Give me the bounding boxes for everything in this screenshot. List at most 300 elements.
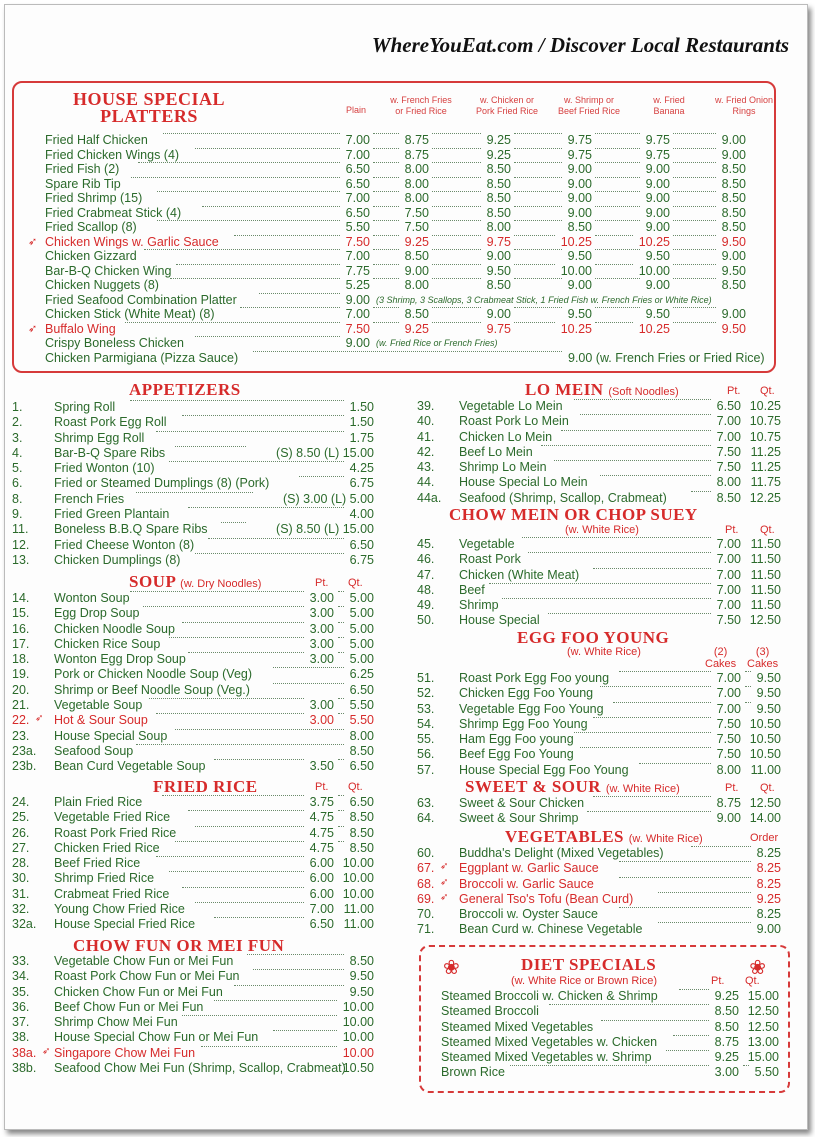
dot-leader	[130, 400, 345, 401]
dot-leader	[595, 249, 640, 250]
item-number: 8.	[12, 491, 23, 506]
dot-leader	[195, 148, 340, 149]
dot-leader	[156, 431, 345, 432]
pint-price: 4.75	[309, 840, 334, 855]
dot-leader	[691, 846, 752, 847]
item-number: 36.	[12, 999, 30, 1014]
platter-price: 9.75	[645, 133, 670, 147]
quart-price: 10.75	[749, 429, 781, 444]
menu-item	[12, 667, 374, 682]
platter-price: 7.50	[404, 205, 429, 220]
item-name: Chicken Egg Foo Young	[459, 686, 594, 701]
menu-item	[12, 917, 374, 932]
sweet-sour-pt-header: Pt.	[725, 782, 739, 794]
quart-price: 13.00	[747, 1034, 779, 1049]
sweet-sour-list	[417, 796, 781, 827]
item-price: 8.25	[756, 861, 781, 876]
platter-name: Buffalo Wing	[45, 321, 116, 336]
item-name: Chicken Chow Fun or Mei Fun	[54, 984, 223, 999]
dot-leader	[522, 537, 712, 538]
pint-price: 6.50	[309, 917, 334, 932]
pint-price: 7.50	[716, 732, 741, 747]
item-number: 15.	[12, 606, 30, 621]
dot-leader	[273, 1030, 338, 1031]
platter-price: 8.00	[404, 278, 429, 292]
item-number: 37.	[12, 1015, 30, 1030]
item-name: Roast Pork Chow Fun or Mei Fun	[54, 969, 240, 984]
quart-price: 11.75	[750, 475, 781, 490]
platter-price: 9.25	[404, 321, 429, 336]
dot-leader	[214, 759, 304, 760]
platter-price: 8.50	[486, 278, 511, 292]
hot-spicy-icon: ➶	[28, 322, 38, 335]
item-name: Vegetable	[459, 537, 515, 551]
platter-price: 9.00	[721, 147, 746, 162]
dot-leader	[156, 713, 305, 714]
soup-qt-header: Qt.	[348, 577, 363, 589]
egg-foo-three-cakes-header: (3) Cakes	[747, 646, 779, 670]
platter-column-header: Plain	[345, 105, 366, 115]
quart-price: 10.75	[749, 414, 781, 429]
dot-leader	[595, 264, 633, 265]
platter-price: 9.00	[721, 133, 746, 147]
platter-row	[42, 336, 772, 351]
pint-price: 7.00	[716, 552, 741, 567]
item-name: Steamed Broccoli	[441, 1004, 539, 1019]
dot-leader	[338, 652, 344, 653]
platter-row	[42, 249, 772, 264]
platter-row	[42, 293, 772, 308]
item-name: French Fries	[54, 491, 125, 506]
item-name: Crabmeat Fried Rice	[54, 886, 170, 901]
item-price: 10.00	[342, 1030, 374, 1045]
item-number: 64.	[417, 811, 435, 826]
quart-price: 10.50	[749, 732, 781, 747]
menu-item	[417, 414, 781, 429]
menu-item	[417, 747, 781, 762]
chili-pepper-icon: ❀	[443, 957, 460, 979]
appetizers-list	[12, 400, 374, 568]
pint-price: 3.00	[309, 713, 334, 728]
item-price: 1.50	[349, 400, 374, 414]
platter-name: Chicken Nuggets (8)	[45, 278, 159, 292]
platter-price: 6.50	[345, 176, 370, 191]
platter-price: 9.00	[645, 220, 670, 234]
menu-item	[12, 522, 374, 537]
dot-leader	[176, 264, 340, 265]
item-name: Brown Rice	[441, 1065, 505, 1080]
diet-specials-title: DIET SPECIALS	[521, 955, 657, 974]
dot-leader	[163, 133, 340, 134]
menu-item	[12, 856, 374, 871]
platter-price: 8.50	[721, 162, 746, 176]
item-name: Steamed Broccoli w. Chicken & Shrimp	[441, 989, 658, 1003]
dot-leader	[673, 249, 716, 250]
platter-price: 9.00	[486, 307, 511, 321]
item-name: Steamed Mixed Vegetables w. Chicken	[441, 1034, 658, 1049]
dot-leader	[130, 591, 305, 592]
dot-leader	[595, 307, 640, 308]
item-price: 9.50	[349, 984, 374, 999]
dot-leader	[514, 148, 562, 149]
item-number: 38.	[12, 1030, 30, 1045]
sweet-sour-qt-header: Qt.	[760, 782, 775, 794]
platter-price: 8.50	[721, 220, 746, 234]
dot-leader	[514, 235, 555, 236]
lo-mein-qt-header: Qt.	[760, 385, 775, 397]
item-number: 51.	[417, 671, 435, 685]
dot-leader	[673, 177, 716, 178]
menu-item	[417, 491, 781, 506]
dot-leader	[528, 552, 711, 553]
item-number: 40.	[417, 414, 435, 429]
dot-leader	[432, 264, 481, 265]
dot-leader	[432, 191, 481, 192]
egg-foo-young-title: EGG FOO YOUNG	[517, 628, 670, 647]
menu-item	[12, 683, 374, 698]
dot-leader	[673, 264, 716, 265]
item-price: 9.50	[349, 969, 374, 984]
item-number: 67.	[417, 861, 435, 876]
quart-price: 11.50	[750, 598, 781, 613]
dot-leader	[489, 583, 711, 584]
item-name: Vegetable Lo Mein	[459, 399, 563, 413]
item-name: Singapore Chow Mei Fun	[54, 1045, 196, 1060]
chow-mein-sub: (w. White Rice)	[565, 524, 639, 536]
pint-price: 6.50	[716, 399, 741, 413]
dot-leader	[234, 235, 340, 236]
platter-price: 9.00	[486, 249, 511, 263]
platter-row	[42, 133, 772, 148]
dot-leader	[157, 220, 340, 221]
diet-specials-box	[419, 945, 790, 1093]
platter-row	[42, 191, 772, 206]
item-number: 50.	[417, 613, 435, 628]
item-name: House Special Soup	[54, 728, 168, 743]
item-number: 47.	[417, 567, 435, 582]
dot-leader	[514, 162, 562, 163]
dot-leader	[548, 613, 712, 614]
platter-price: 8.50	[486, 176, 511, 191]
platter-price: 5.50	[345, 220, 370, 234]
item-name: Hot & Sour Soup	[54, 713, 148, 728]
item-name: Vegetable Fried Rice	[54, 810, 171, 825]
dot-leader	[601, 1020, 709, 1021]
dot-leader	[619, 671, 711, 672]
quart-price: 8.50	[349, 840, 374, 855]
item-price: (S) 3.00 (L) 5.00	[282, 491, 374, 506]
menu-item	[417, 892, 781, 907]
item-name: Ham Egg Foo young	[459, 732, 574, 747]
lo-mein-title: LO MEIN (Soft Noodles)	[525, 380, 679, 399]
item-name: Bean Curd Vegetable Soup	[54, 759, 206, 774]
item-number: 53.	[417, 701, 435, 716]
item-name: Sweet & Sour Shrimp	[459, 811, 579, 826]
platter-price: 8.50	[721, 205, 746, 220]
dot-leader	[541, 445, 711, 446]
menu-item	[12, 431, 374, 446]
pint-price: 6.00	[309, 871, 334, 886]
item-number: 11.	[12, 522, 29, 537]
item-number: 24.	[12, 795, 30, 809]
menu-item	[12, 652, 374, 667]
menu-item	[12, 492, 374, 507]
platter-row	[28, 321, 772, 337]
dot-leader	[432, 322, 481, 323]
item-price: 8.25	[756, 846, 781, 860]
dot-leader	[514, 307, 562, 308]
item-name: Young Chow Fried Rice	[54, 902, 185, 917]
quart-price: 11.25	[750, 444, 781, 459]
quart-price: 12.25	[749, 490, 781, 505]
item-price: 8.50	[349, 954, 374, 968]
item-price: 4.00	[349, 507, 374, 522]
item-name: Steamed Mixed Vegetables w. Shrimp	[441, 1050, 652, 1065]
item-name: Broccoli w. Garlic Sauce	[459, 876, 594, 891]
item-name: Fried Wonton (10)	[54, 461, 155, 476]
pint-price: 8.50	[714, 1019, 739, 1034]
dot-leader	[195, 553, 345, 554]
fried-rice-title: FRIED RICE	[153, 777, 258, 796]
dot-leader	[373, 206, 399, 207]
item-number: 38b.	[12, 1061, 37, 1076]
platter-price: 7.00	[345, 307, 370, 321]
quart-price: 10.50	[749, 716, 781, 731]
platter-price: 9.00	[567, 205, 592, 220]
dot-leader	[338, 810, 344, 811]
platter-price: 8.00	[486, 220, 511, 234]
dot-leader	[432, 249, 481, 250]
dot-leader	[149, 698, 304, 699]
platter-price: 10.25	[638, 321, 670, 336]
quart-price: 10.25	[749, 399, 781, 413]
dot-leader	[432, 206, 481, 207]
diet-qt-header: Qt.	[745, 975, 760, 987]
dot-leader	[514, 322, 555, 323]
platter-price: 8.00	[404, 191, 429, 205]
dot-leader	[373, 249, 399, 250]
sweet-sour-title: SWEET & SOUR (w. White Rice)	[465, 777, 680, 796]
dot-leader	[514, 177, 562, 178]
dot-leader	[373, 148, 399, 149]
quart-price: 12.50	[749, 613, 781, 628]
menu-item	[417, 922, 781, 937]
dot-leader	[574, 399, 712, 400]
pint-price: 9.00	[716, 811, 741, 826]
item-name: Plain Fried Rice	[54, 795, 143, 809]
item-name: House Special	[459, 613, 540, 628]
menu-item	[12, 400, 374, 415]
dot-leader	[338, 826, 344, 827]
item-price: (S) 8.50 (L) 15.00	[276, 445, 374, 460]
hot-spicy-icon: ➶	[440, 861, 449, 873]
egg-foo-young-list	[417, 671, 781, 778]
item-name: Chicken Dumplings (8)	[54, 552, 181, 567]
menu-item	[12, 759, 374, 774]
item-number: 28.	[12, 856, 30, 871]
item-number: 70.	[417, 907, 435, 922]
pint-price: 7.00	[716, 537, 741, 551]
fried-rice-pt-header: Pt.	[315, 781, 329, 793]
dot-leader	[175, 841, 304, 842]
dot-leader	[673, 133, 716, 134]
item-name: Shrimp Egg Foo Young	[459, 716, 588, 731]
item-number: 48.	[417, 582, 435, 597]
item-name: Chicken Noodle Soup	[54, 621, 175, 636]
item-price: 9.25	[756, 891, 781, 906]
dot-leader	[593, 796, 711, 797]
item-name: Beef Lo Mein	[459, 444, 533, 459]
platter-price: 9.75	[567, 147, 592, 162]
platter-row	[42, 148, 772, 163]
platter-price: 9.00	[345, 292, 370, 307]
platter-row	[42, 264, 772, 279]
pint-price: 9.25	[714, 1050, 739, 1065]
pint-price: 8.75	[716, 796, 741, 810]
quart-price: 5.00	[349, 606, 374, 621]
dot-leader	[373, 220, 399, 221]
pint-price: 7.00	[309, 902, 334, 917]
dot-leader	[673, 148, 716, 149]
pint-price: 7.00	[716, 414, 741, 429]
platter-price: 10.00	[560, 263, 592, 278]
dot-leader	[666, 1050, 709, 1051]
menu-item	[417, 583, 781, 598]
dot-leader	[743, 1065, 749, 1066]
item-number: 68.	[417, 876, 435, 891]
pint-price: 7.00	[716, 598, 741, 613]
pint-price: 9.25	[714, 989, 739, 1003]
dot-leader	[595, 191, 640, 192]
platter-price: 9.50	[721, 234, 746, 249]
dot-leader	[188, 652, 304, 653]
dot-leader	[373, 191, 399, 192]
hot-spicy-icon: ➶	[440, 891, 449, 903]
dot-leader	[162, 795, 304, 796]
platter-price: 7.00	[345, 133, 370, 147]
item-name: Fried or Steamed Dumplings (8) (Pork)	[54, 476, 270, 491]
hot-spicy-icon: ➶	[35, 713, 44, 725]
menu-item	[417, 475, 781, 490]
dot-leader	[595, 148, 640, 149]
platter-price: 10.25	[560, 321, 592, 336]
dot-leader	[373, 307, 399, 308]
menu-item	[12, 954, 374, 969]
site-banner: WhereYouEat.com / Discover Local Restaurants	[371, 33, 789, 57]
platter-column-header: w. Chicken or Pork Fried Rice	[475, 95, 538, 116]
item-number: 4.	[12, 445, 23, 460]
dot-leader	[514, 133, 562, 134]
platter-price: 8.50	[567, 220, 592, 234]
quart-price: 11.00	[750, 762, 781, 777]
item-name: Fried Cheese Wonton (8)	[54, 537, 195, 552]
dot-leader	[673, 191, 716, 192]
chow-mein-title: CHOW MEIN OR CHOP SUEY	[449, 505, 698, 524]
dot-leader	[299, 476, 345, 477]
item-name: Shrimp Chow Mei Fun	[54, 1015, 178, 1030]
chow-mein-pt-header: Pt.	[725, 524, 739, 536]
item-number: 55.	[417, 732, 435, 747]
menu-item	[12, 902, 374, 917]
item-number: 30.	[12, 871, 30, 886]
item-number: 23.	[12, 728, 30, 743]
menu-item	[417, 613, 781, 628]
menu-item	[12, 1000, 374, 1015]
menu-item	[417, 430, 781, 445]
item-name: House Special Chow Fun or Mei Fun	[54, 1030, 259, 1045]
item-number: 42.	[417, 444, 435, 459]
item-name: Roast Pork Lo Mein	[459, 414, 569, 429]
item-number: 27.	[12, 840, 30, 855]
item-name: Beef	[459, 582, 485, 597]
item-price: 9.00	[756, 922, 781, 937]
menu-item	[12, 810, 374, 825]
quart-price: 8.50	[349, 743, 374, 758]
chow-mein-list	[417, 537, 781, 629]
platter-price: 10.25	[638, 234, 670, 249]
menu-item	[12, 637, 374, 652]
item-number: 1.	[12, 400, 23, 414]
pint-price: 6.00	[309, 856, 334, 871]
dot-leader	[273, 667, 345, 668]
item-name: Seafood Chow Mei Fun (Shrimp, Scallop, Crabmeat)	[54, 1061, 346, 1076]
item-name: House Special Egg Foo Young	[459, 762, 629, 777]
quart-price: 10.00	[342, 871, 374, 886]
item-number: 63.	[417, 796, 435, 810]
platter-row	[42, 278, 772, 293]
dot-leader	[373, 278, 399, 279]
menu-item	[417, 732, 781, 747]
platter-price: 9.00 (w. French Fries or Fried Rice)	[568, 350, 765, 365]
pint-price: 3.00	[309, 636, 334, 651]
dot-leader	[188, 507, 344, 508]
item-name: Shrimp Egg Roll	[54, 430, 145, 445]
pint-price: 7.50	[716, 444, 741, 459]
dot-leader	[432, 148, 481, 149]
dot-leader	[673, 206, 716, 207]
menu-item	[12, 729, 374, 744]
dot-leader	[259, 293, 340, 294]
pint-price: 3.00	[714, 1065, 739, 1080]
item-name: Steamed Mixed Vegetables	[441, 1019, 594, 1034]
quart-price: 9.50	[756, 671, 781, 685]
menu-item	[12, 744, 374, 759]
item-number: 41.	[417, 429, 435, 444]
platter-note: (3 Shrimp, 3 Scallops, 3 Crabmeat Stick, 1 Fried Fish w. French Fries or White Rice)	[376, 294, 712, 305]
quart-price: 11.00	[343, 917, 374, 932]
dot-leader	[195, 336, 340, 337]
menu-item	[12, 622, 374, 637]
diet-specials-sub: (w. White Rice or Brown Rice)	[511, 975, 658, 987]
dot-leader	[595, 235, 633, 236]
dot-leader	[175, 729, 344, 730]
platter-price: 9.00	[567, 191, 592, 205]
dot-leader	[514, 206, 562, 207]
item-name: Beef Fried Rice	[54, 856, 141, 871]
platter-price: 9.50	[721, 321, 746, 336]
pint-price: 4.75	[309, 810, 334, 825]
dot-leader	[136, 744, 344, 745]
item-number: 32.	[12, 902, 30, 917]
quart-price: 5.00	[349, 652, 374, 667]
item-number: 23a.	[12, 743, 37, 758]
platter-price: 9.50	[567, 249, 592, 263]
fried-rice-qt-header: Qt.	[348, 781, 363, 793]
dot-leader	[514, 278, 562, 279]
dot-leader	[432, 220, 481, 221]
pint-price: 3.00	[309, 606, 334, 621]
dot-leader	[514, 249, 562, 250]
